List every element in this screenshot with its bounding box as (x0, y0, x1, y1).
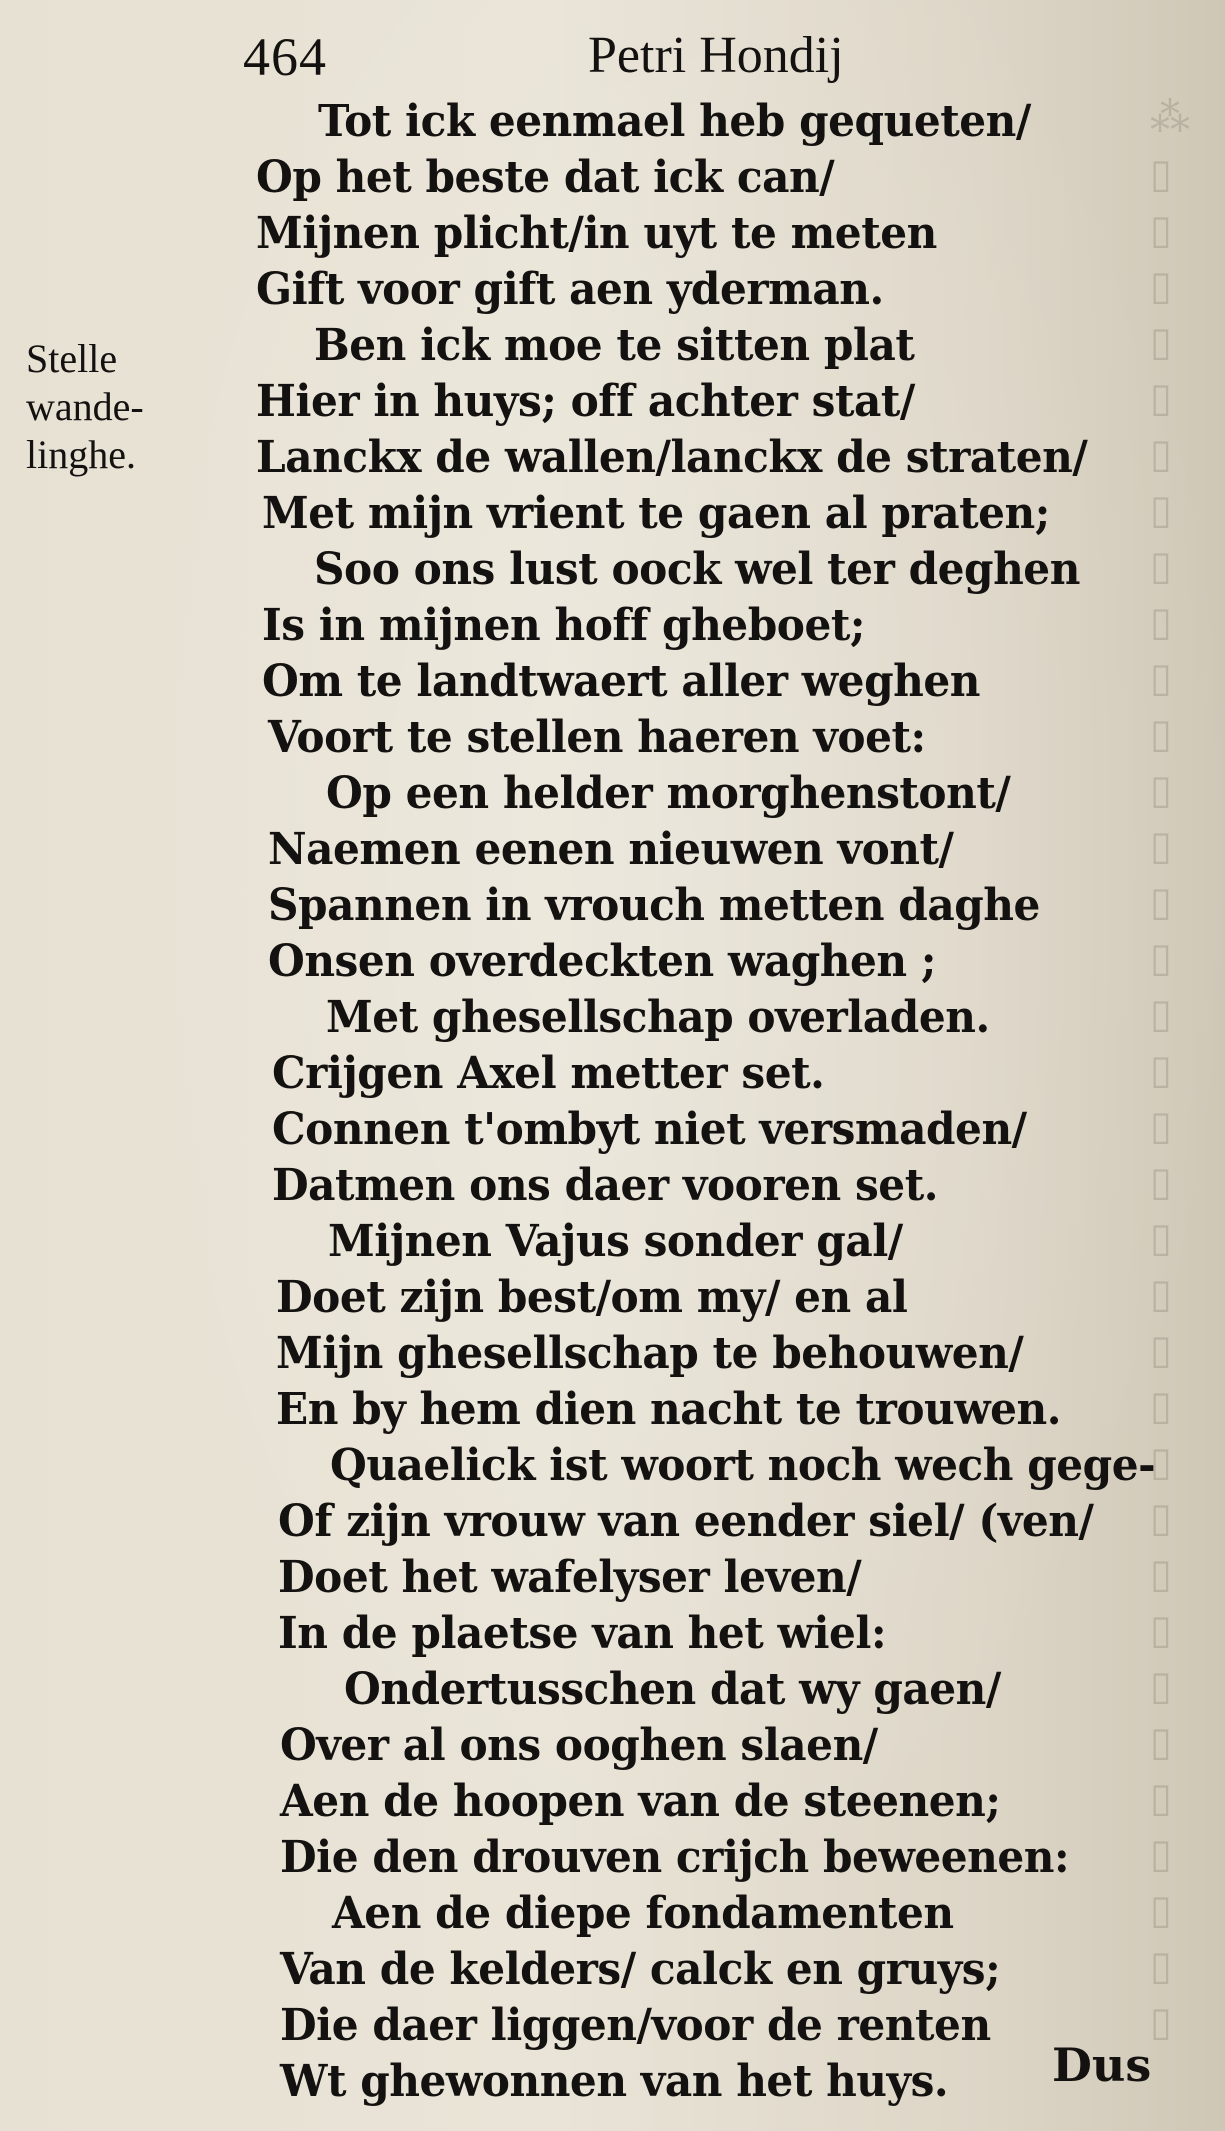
running-head: Petri Hondij (588, 27, 844, 84)
verse-line: Van de kelders/ calck en gruys; (280, 1944, 1001, 1995)
page-number: 464 (243, 27, 327, 87)
verse-line: Doet zijn best/om my/ en al (276, 1272, 908, 1323)
verse-line: Voort te stellen haeren voet: (268, 712, 926, 763)
verse-line: Spannen in vrouch metten daghe (268, 880, 1040, 931)
verse-line: Mijn ghesellschap te behouwen/ (276, 1328, 1024, 1379)
verse-line: Crijgen Axel metter set. (272, 1048, 825, 1099)
verse-line: Met ghesellschap overladen. (326, 992, 990, 1043)
margin-note-line: linghe. (26, 432, 136, 477)
verse-line: Of zijn vrouw van eender siel/ (ven/ (278, 1496, 1094, 1547)
verse-line: Ben ick moe te sitten plat (314, 320, 915, 371)
catchword: Dus (1052, 2038, 1152, 2092)
verse-line: Soo ons lust oock wel ter deghen (314, 544, 1080, 595)
verse-line: Op het beste dat ick can/ (256, 152, 835, 203)
margin-note-line: wande- (26, 384, 144, 429)
facing-page-show-through: ⁂ ▯ ▯ ▯ ▯ ▯ ▯ ▯ ▯ ▯ ▯ ▯ ▯ ▯ ▯ ▯ ▯ ▯ ▯ ▯ ▯ ▯ ▯ ▯ ▯ ▯ ▯ ▯ ▯ ▯ ▯ ▯ ▯ ▯ ▯ (1150, 95, 1190, 2045)
margin-note-line: Stelle (26, 336, 118, 381)
verse-line: Connen t'ombyt niet versmaden/ (272, 1104, 1027, 1155)
verse-line: Is in mijnen hoff gheboet; (262, 600, 865, 651)
page-header (0, 12, 1225, 92)
verse-line: Naemen eenen nieuwen vont/ (268, 824, 954, 875)
verse-line: Wt ghewonnen van het huys. (280, 2056, 949, 2107)
verse-line: Aen de hoopen van de steenen; (280, 1776, 1001, 1827)
verse-line: Die den drouven crijch beweenen: (280, 1832, 1070, 1883)
verse-line: Lanckx de wallen/lanckx de straten/ (256, 432, 1088, 483)
verse-line: Met mijn vrient te gaen al praten; (262, 488, 1050, 539)
verse-line: Die daer liggen/voor de renten (280, 2000, 991, 2051)
verse-line: Om te landtwaert aller weghen (262, 656, 980, 707)
verse-line: Quaelick ist woort noch wech gege- (330, 1440, 1156, 1491)
verse-line: Over al ons ooghen slaen/ (280, 1720, 878, 1771)
verse-line: Aen de diepe fondamenten (332, 1888, 954, 1939)
verse-line: Datmen ons daer vooren set. (272, 1160, 938, 1211)
verse-line: Gift voor gift aen yderman. (256, 264, 884, 315)
verse-line: Op een helder morghenstont/ (326, 768, 1011, 819)
verse-line: In de plaetse van het wiel: (278, 1608, 887, 1659)
verse-line: Onsen overdeckten waghen ; (268, 936, 937, 987)
verse-line: Mijnen Vajus sonder gal/ (328, 1216, 903, 1267)
verse-line: Hier in huys; off achter stat/ (256, 376, 915, 427)
verse-line: Ondertusschen dat wy gaen/ (344, 1664, 1001, 1715)
verse-line: En by hem dien nacht te trouwen. (276, 1384, 1062, 1435)
verse-line: Doet het wafelyser leven/ (278, 1552, 862, 1603)
margin-note (26, 335, 216, 479)
verse-line: Mijnen plicht/in uyt te meten (256, 208, 937, 259)
verse-line: Tot ick eenmael heb gequeten/ (318, 96, 1031, 147)
